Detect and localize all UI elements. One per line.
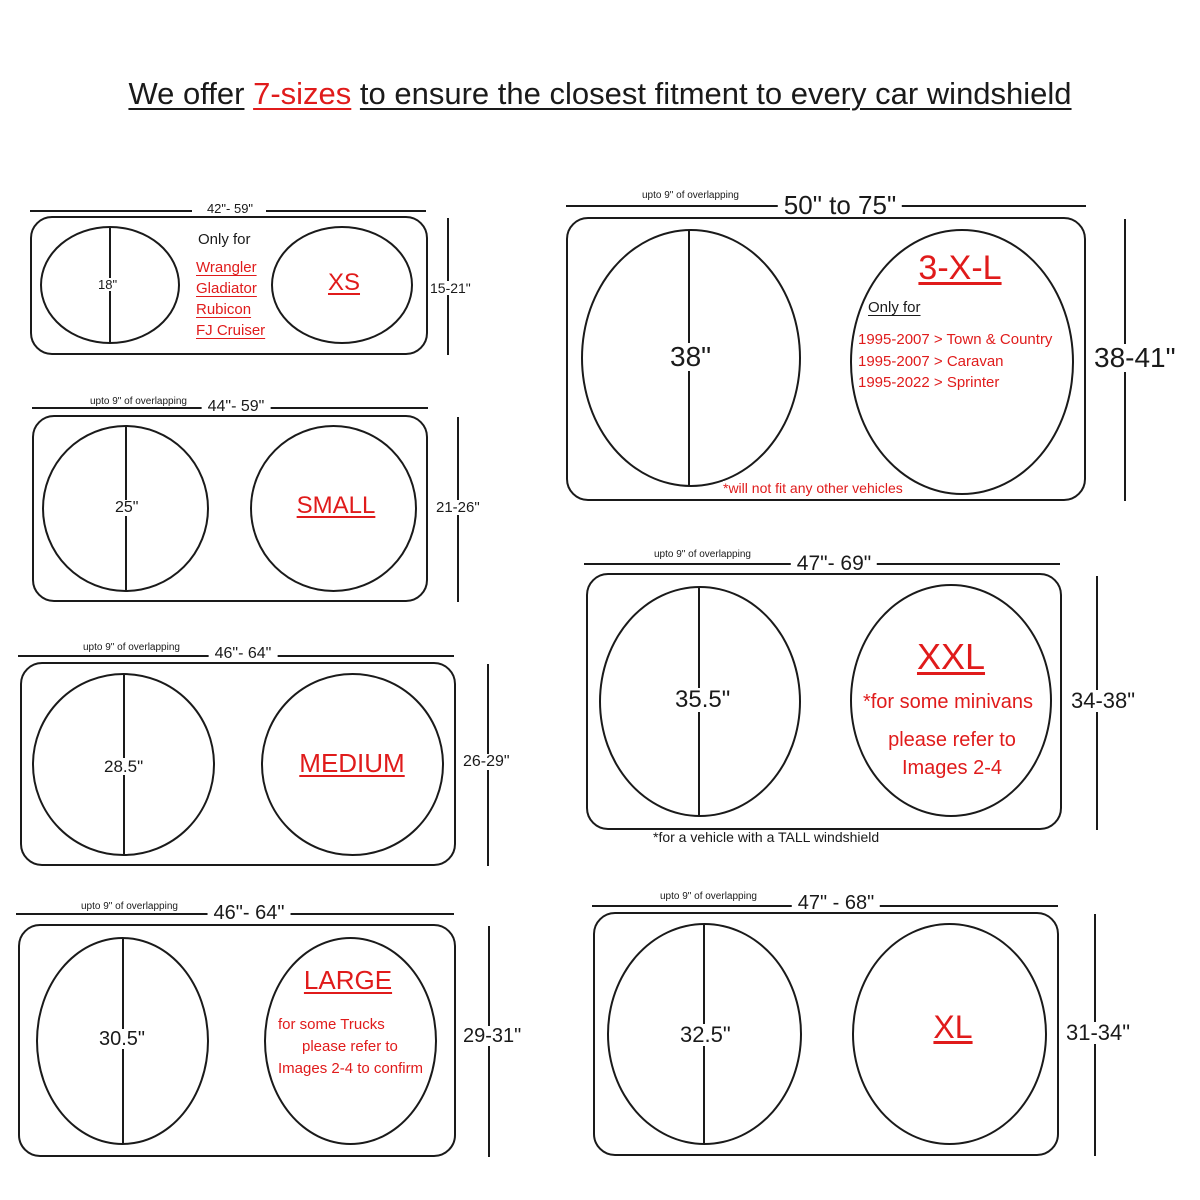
vehicle-name: FJ Cruiser xyxy=(196,322,266,339)
size-label: SMALL xyxy=(296,492,376,519)
height-range: 29-31" xyxy=(463,1025,522,1047)
height-range: 15-21" xyxy=(430,280,471,296)
height-range: 31-34" xyxy=(1066,1020,1131,1045)
diameter-label: 35.5" xyxy=(675,686,731,713)
width-range: 47"- 69" xyxy=(791,553,877,574)
size-footnote: *will not fit any other vehicles xyxy=(723,480,903,496)
size-label: LARGE xyxy=(303,965,393,995)
width-range: 46"- 64" xyxy=(208,903,291,923)
height-range: 26-29" xyxy=(463,753,510,770)
size-label: XL xyxy=(933,1009,973,1045)
size-note-line: please refer to xyxy=(888,729,1016,751)
width-line xyxy=(266,210,426,212)
size-label: MEDIUM xyxy=(299,748,405,778)
width-line xyxy=(30,210,192,212)
width-range: 50" to 75" xyxy=(778,192,902,218)
size-note-line: for some Trucks xyxy=(278,1016,385,1033)
width-range: 42"- 59" xyxy=(206,201,254,216)
title-after: to ensure the closest fitment to every car windshield xyxy=(359,76,1072,111)
size-note-line: Images 2-4 xyxy=(901,757,1003,779)
vehicle-name: 1995-2007 > Town & Country xyxy=(858,331,1053,348)
height-range: 21-26" xyxy=(436,499,480,516)
diameter-label: 38" xyxy=(670,341,712,372)
width-range: 46"- 64" xyxy=(209,646,278,662)
overlap-note: upto 9" of overlapping xyxy=(642,190,739,201)
size-label: 3-X-L xyxy=(918,249,1002,287)
size-note-line: Images 2-4 to confirm xyxy=(278,1060,424,1077)
overlap-note: upto 9" of overlapping xyxy=(90,396,187,407)
only-for-label: Only for xyxy=(198,231,251,248)
height-range: 38-41" xyxy=(1094,342,1176,373)
only-for-label: Only for xyxy=(868,299,921,316)
diameter-label: 25" xyxy=(115,499,139,516)
size-footnote: *for a vehicle with a TALL windshield xyxy=(653,829,880,845)
size-label: XS xyxy=(327,269,361,296)
size-note-line: *for some minivans xyxy=(862,691,1034,713)
overlap-note: upto 9" of overlapping xyxy=(81,901,178,912)
diameter-label: 28.5" xyxy=(104,757,144,776)
width-range: 47" - 68" xyxy=(792,893,880,913)
width-range: 44"- 59" xyxy=(202,399,271,415)
size-note-line: please refer to xyxy=(302,1038,398,1055)
overlap-note: upto 9" of overlapping xyxy=(83,642,180,653)
diameter-label: 32.5" xyxy=(680,1022,731,1047)
height-range: 34-38" xyxy=(1071,688,1136,713)
size-label: XXL xyxy=(916,636,986,677)
diameter-label: 18" xyxy=(98,277,118,292)
vehicle-name: 1995-2022 > Sprinter xyxy=(858,374,1000,391)
vehicle-name: Wrangler xyxy=(196,259,257,276)
overlap-note: upto 9" of overlapping xyxy=(660,891,757,902)
title-before: We offer xyxy=(128,76,245,111)
vehicle-name: Rubicon xyxy=(196,301,252,318)
vehicle-name: 1995-2007 > Caravan xyxy=(858,353,1004,370)
overlap-note: upto 9" of overlapping xyxy=(654,549,751,560)
vehicle-name: Gladiator xyxy=(196,280,257,297)
title-highlight: 7-sizes xyxy=(253,76,352,111)
diameter-label: 30.5" xyxy=(99,1028,146,1050)
page-title xyxy=(0,78,1200,109)
